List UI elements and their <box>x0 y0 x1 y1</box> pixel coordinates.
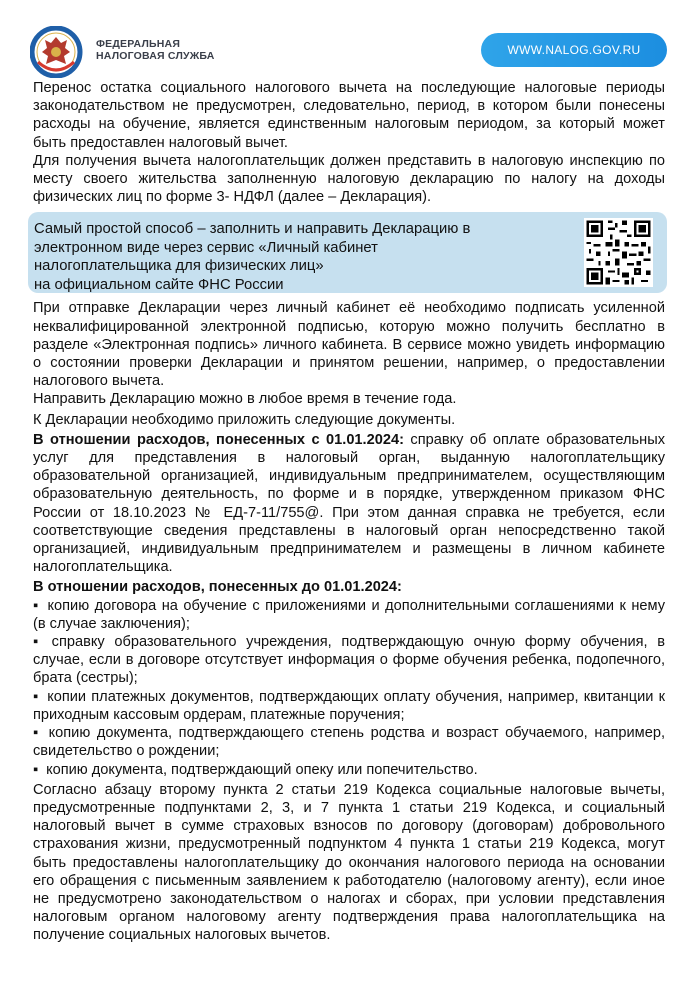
callout-line: на официальном сайте ФНС России <box>34 276 284 293</box>
paragraph-anytime: Направить Декларацию можно в любое время в течение года. <box>33 391 457 408</box>
list-item-text: копию документа, подтверждающего степень родства и возраст обучаемого, например, свидетельство о рождении; <box>33 725 665 760</box>
callout-text <box>34 220 554 294</box>
list-item-text: копию договора на обучение с приложениями и дополнительными соглашениями к нему (в случае заключения); <box>33 597 665 632</box>
qr-code-icon[interactable] <box>584 218 653 287</box>
paragraph-declaration: Для получения вычета налогоплательщик должен представить в налоговую инспекцию по месту своего жительства заполненную налоговую декларацию по налогу на доходы физических лиц по форме 3- НДФЛ (далее – Декларация). <box>33 152 665 206</box>
list-item-text: справку образовательного учреждения, подтверждающую очную форму обучения, в случае, если в договоре отсутствует информация о форме обучения ребенка, подопечного, брата (сестры); <box>33 634 665 687</box>
fns-emblem-icon <box>30 26 86 78</box>
after-2024-text: справку об оплате образовательных услуг для представления в налоговый орган, выданную налогоплательщику образовательной организацией, индивидуальным предпринимателем, осуществляющим образовательную деятельность, по форме и в порядке, утвержденном приказом ФНС России от 18.10.2023 № ЕД-7-11/755@. При этом данная справка не требуется, если соответствующие сведения представлены в налоговый орган непосредственно такой организацией, индивидуальным предпринимателем и размещены в личном кабинете налогоплательщика. <box>33 431 665 576</box>
org-name-line1: ФЕДЕРАЛЬНАЯ <box>96 38 181 50</box>
list-item <box>33 597 665 633</box>
online-service-callout <box>28 212 667 293</box>
bullet-marker: ▪ <box>33 597 39 614</box>
list-item-text: копии платежных документов, подтверждающих оплату обучения, например, квитанции к приходным кассовым ордерам, платежные поручения; <box>33 688 665 723</box>
paragraph-after-2024 <box>33 431 665 577</box>
section-heading-after-2024: В отношении расходов, понесенных с 01.01.2024: <box>33 431 404 448</box>
org-name <box>96 38 215 62</box>
section-heading-before-2024: В отношении расходов, понесенных до 01.01.2024: <box>33 579 402 596</box>
list-item <box>33 724 665 760</box>
bullet-marker: ▪ <box>33 688 39 705</box>
callout-line: налогоплательщика для физических лиц» <box>34 258 324 275</box>
callout-line: Самый простой способ – заполнить и направить Декларацию в <box>34 221 471 238</box>
document-body <box>33 79 665 945</box>
list-item <box>33 688 665 724</box>
callout-line: электронном виде через сервис «Личный кабинет <box>34 239 378 256</box>
header <box>30 22 662 78</box>
list-item <box>33 633 665 688</box>
paragraph-documents-intro: К Декларации необходимо приложить следующие документы. <box>33 411 456 428</box>
org-name-line2: НАЛОГОВАЯ СЛУЖБА <box>96 50 215 62</box>
bullet-marker: ▪ <box>33 761 39 778</box>
paragraph-employer-deduction: Согласно абзацу второму пункта 2 статьи 219 Кодекса социальные налоговые вычеты, предусмотренные подпунктами 2, 3, и 7 пункта 1 статьи 219 Кодекса, и социальный налоговый вычет в сумме страховых взносов по договору (договорам) добровольного страхования жизни, предусмотренный подпунктом 4 пункта 1 статьи 219 Кодекса, могут быть предоставлены налогоплательщику до окончания налогового периода на основании его обращения с письменным заявлением к работодателю (налоговому агенту), если иное не предусмотрено законодательством о налогах и сборах, при условии представления налоговым органом налоговому агенту подтверждения права налогоплательщика на получение социальных налоговых вычетов. <box>33 781 665 944</box>
website-link[interactable]: WWW.NALOG.GOV.RU <box>481 33 667 67</box>
list-item-text: копию документа, подтверждающий опеку или попечительство. <box>46 761 478 778</box>
bullet-marker: ▪ <box>33 725 39 742</box>
bullet-marker: ▪ <box>33 634 39 651</box>
paragraph-carryover: Перенос остатка социального налогового вычета на последующие налоговые периоды законодательством не предусмотрен, следовательно, период, в котором были понесены расходы на обучение, является единственным налоговым периодом, за который может быть предоставлен налоговый вычет. <box>33 80 665 151</box>
paragraph-signature: При отправке Декларации через личный кабинет её необходимо подписать усиленной неквалифицированной электронной подписью, которую можно получить бесплатно в разделе «Электронная подпись» личного кабинета. В сервисе можно увидеть информацию о состоянии проверки Декларации и принятом решении, например, о предоставлении налогового вычета. <box>33 300 665 390</box>
list-item <box>33 761 665 779</box>
